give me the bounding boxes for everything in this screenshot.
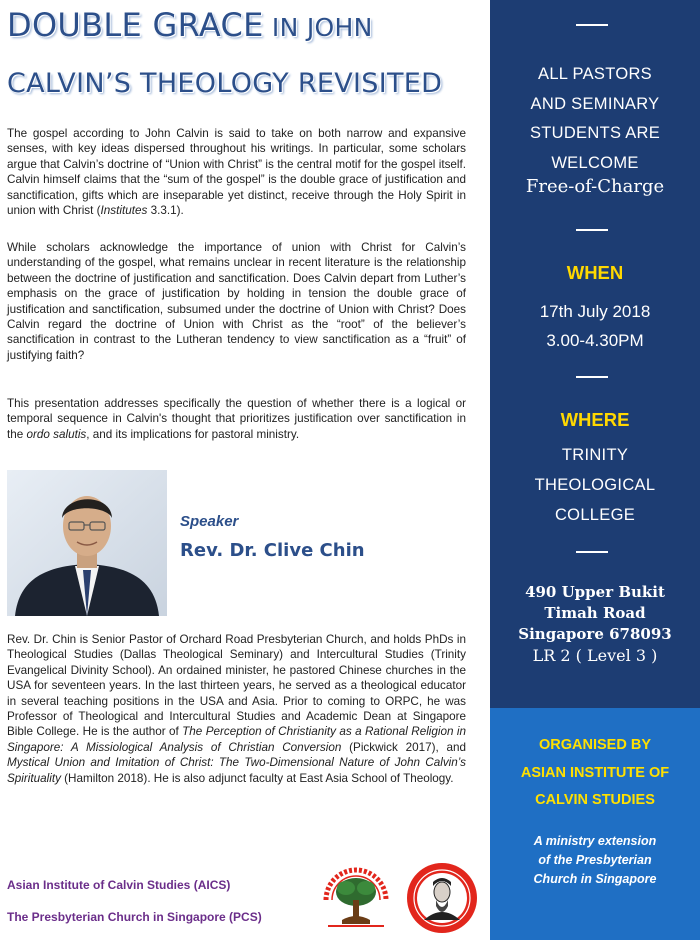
presentation-text-end: , and its implications for pastoral ministry. — [86, 427, 300, 441]
venue-line: COLLEGE — [554, 506, 636, 524]
aics-tree-logo — [318, 860, 394, 934]
organised-line: CALVIN STUDIES — [535, 792, 655, 808]
event-time: 3.00-4.30PM — [546, 331, 644, 350]
divider — [576, 376, 608, 378]
address-line: 490 Upper Bukit — [525, 583, 665, 601]
ministry-note — [490, 832, 700, 889]
welcome-text — [490, 60, 700, 178]
free-of-charge: Free-of-Charge — [525, 176, 665, 197]
speaker-bio — [7, 632, 466, 786]
title-main: DOUBLE GRACE — [7, 6, 264, 44]
divider — [576, 551, 608, 553]
venue-name — [490, 440, 700, 530]
ministry-line: Church in Singapore — [533, 872, 657, 886]
pcs-seal-logo — [406, 862, 478, 934]
intro-italic: Institutes — [100, 204, 148, 218]
where-heading: WHERE — [560, 409, 630, 430]
organised-by — [490, 732, 700, 815]
venue-line: THEOLOGICAL — [534, 476, 656, 494]
presentation-paragraph — [7, 396, 466, 442]
ministry-line: of the Presbyterian — [538, 853, 652, 867]
intro-text: The gospel according to John Calvin is said to take on both narrow and expansive senses, with key ideas dispersed throughout his writings. In particular, some scholars argue that Calvin’s doctrine of “Union with Christ” is the central motif for the gospel itself. Calvin himself claims that the “sum of the gospel” is the double grace of justification and sanctification, gifts which are inseparable yet distinct, receive through the Holy Spirit in union with Christ ( — [7, 127, 466, 218]
presentation-text: This presentation addresses specifically the question of whether there is a logical or temporal sequence in Calvin's thought that prioritizes justification over sanctification in the — [7, 397, 466, 441]
title-line-1 — [7, 6, 373, 44]
presentation-italic: ordo salutis — [26, 427, 87, 441]
event-datetime — [490, 297, 700, 355]
bio-text-3: (Hamilton 2018). He is also adjunct faculty at East Asia School of Theology. — [60, 771, 454, 785]
venue-room: LR 2 ( Level 3 ) — [532, 646, 658, 665]
address-line: Timah Road — [544, 604, 646, 622]
organised-line: ASIAN INSTITUTE OF — [520, 764, 670, 781]
intro-paragraph — [7, 126, 466, 218]
when-heading: WHEN — [566, 262, 624, 283]
welcome-line: ALL PASTORS — [538, 65, 652, 83]
address-line: Singapore 678093 — [518, 625, 672, 643]
venue-address — [490, 582, 700, 645]
ministry-line: A ministry extension — [533, 834, 657, 848]
info-sidebar — [490, 0, 700, 940]
event-date: 17th July 2018 — [539, 302, 651, 321]
organised-line: ORGANISED BY — [539, 737, 651, 753]
venue-line: TRINITY — [561, 446, 629, 464]
welcome-line: WELCOME — [551, 153, 639, 172]
divider — [576, 24, 608, 26]
org-pcs: The Presbyterian Church in Singapore (PCS) — [7, 910, 262, 924]
speaker-photo — [7, 470, 167, 616]
welcome-line: STUDENTS ARE — [529, 124, 661, 142]
org-aics: Asian Institute of Calvin Studies (AICS) — [7, 878, 231, 892]
bio-text-2: (Pickwick 2017), and — [341, 740, 467, 754]
question-paragraph: While scholars acknowledge the importance of union with Christ for Calvin’s understanding of the gospel, what remains unclear in recent literature is the relationship between the doctrine of justification and sanctification. Does Calvin depart from Luther’s emphasis on the grace of justification by holding in tension the double grace of justification and sanctification, subsumed under the doctrine of Union with Christ? Does Calvin regard the doctrine of Union with Christ as the “root” of the believer’s sanctification in contrast to the Lutheran tendency to view sanctification as a “fruit” of justifying faith? — [7, 241, 466, 362]
bio-book-1: The Perception of Christianity as a Rational Religion in Singapore: A Missiological Analysis of Christian Conversion — [7, 725, 466, 754]
bio-book-2: Mystical Union and Imitation of Christ: The Two-Dimensional Nature of John Calvin’s Spirituality — [7, 756, 466, 785]
speaker-name: Rev. Dr. Clive Chin — [180, 540, 365, 561]
welcome-line: AND SEMINARY — [530, 94, 660, 113]
speaker-label: Speaker — [180, 513, 239, 530]
intro-text-end: 3.3.1). — [147, 204, 184, 218]
title-line-2: CALVIN’S THEOLOGY REVISITED — [7, 68, 443, 99]
title-suffix: IN JOHN — [263, 13, 373, 42]
divider — [576, 229, 608, 231]
bio-text: Rev. Dr. Chin is Senior Pastor of Orchard Road Presbyterian Church, and holds PhDs in Theological Studies (Dallas Theological Seminary) and Intercultural Studies (Trinity Evangelical Divinity School). An ordained minister, he pastored Chinese churches in the USA for seventeen years. In the last thirteen years, he served as a theological educator in several teaching positions in the USA and Asia. Prior to coming to ORPC, he was Professor of Theological and Intercultural Studies and Academic Dean at Singapore Bible College. He is the author of — [7, 633, 466, 739]
